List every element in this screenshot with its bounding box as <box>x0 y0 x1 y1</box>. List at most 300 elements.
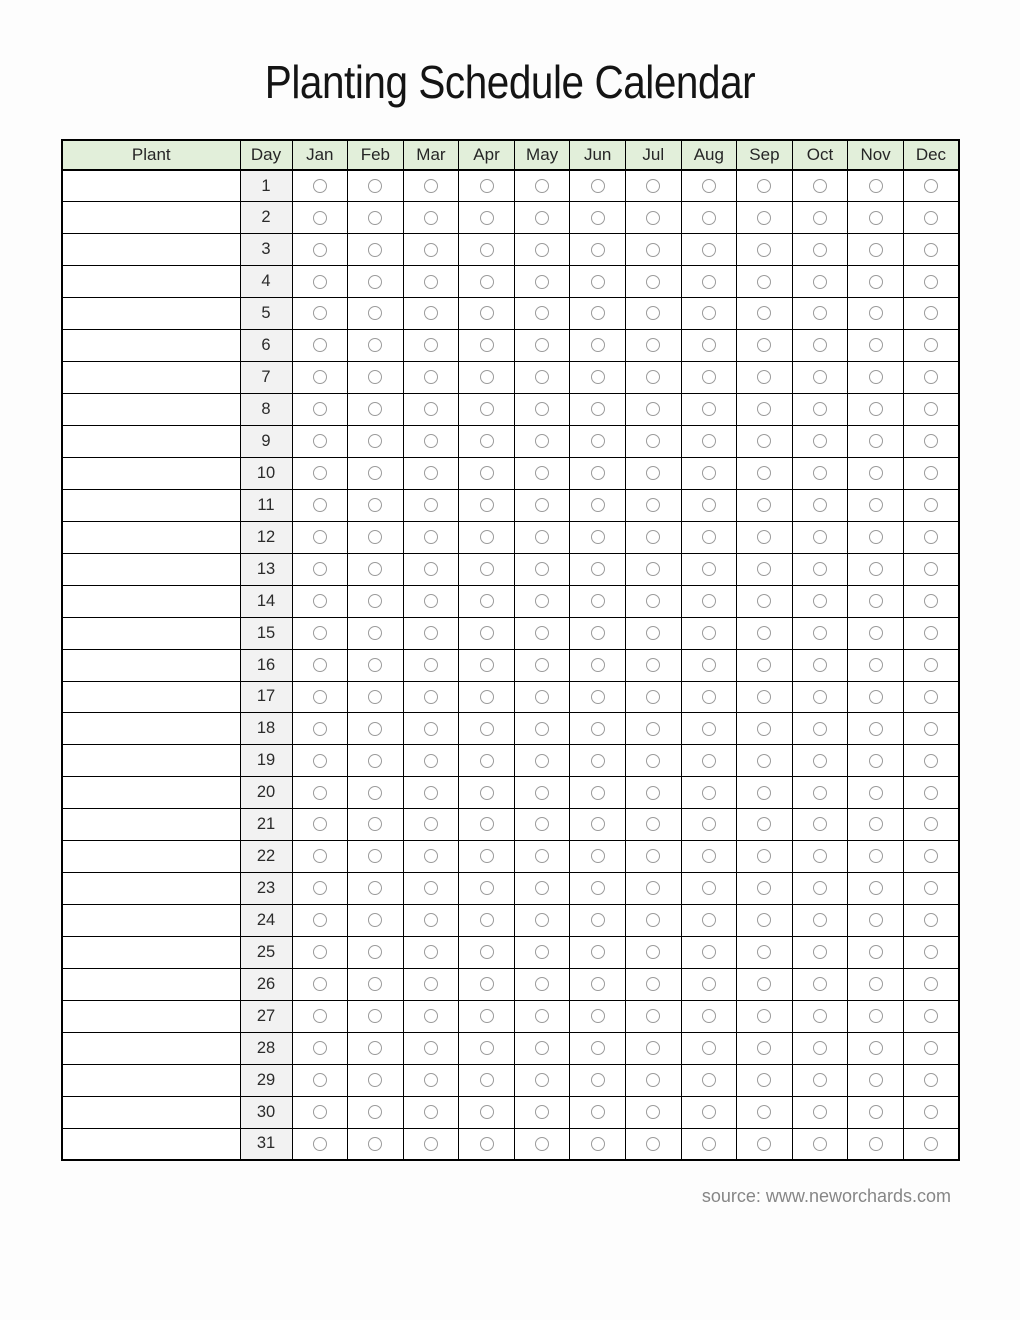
circle-aug-9[interactable] <box>702 434 716 448</box>
circle-jul-24[interactable] <box>646 913 660 927</box>
circle-dec-15[interactable] <box>924 626 938 640</box>
circle-jun-9[interactable] <box>591 434 605 448</box>
circle-jan-13[interactable] <box>313 562 327 576</box>
circle-feb-26[interactable] <box>368 977 382 991</box>
circle-jul-13[interactable] <box>646 562 660 576</box>
circle-may-26[interactable] <box>535 977 549 991</box>
circle-sep-6[interactable] <box>757 338 771 352</box>
circle-dec-20[interactable] <box>924 786 938 800</box>
circle-apr-5[interactable] <box>480 306 494 320</box>
circle-nov-11[interactable] <box>869 498 883 512</box>
circle-mar-13[interactable] <box>424 562 438 576</box>
plant-name-cell-19[interactable] <box>62 745 240 777</box>
circle-jan-18[interactable] <box>313 722 327 736</box>
circle-jan-4[interactable] <box>313 275 327 289</box>
circle-apr-11[interactable] <box>480 498 494 512</box>
circle-feb-23[interactable] <box>368 881 382 895</box>
circle-nov-13[interactable] <box>869 562 883 576</box>
circle-sep-15[interactable] <box>757 626 771 640</box>
circle-oct-28[interactable] <box>813 1041 827 1055</box>
plant-name-cell-12[interactable] <box>62 521 240 553</box>
circle-nov-26[interactable] <box>869 977 883 991</box>
circle-feb-6[interactable] <box>368 338 382 352</box>
circle-oct-17[interactable] <box>813 690 827 704</box>
circle-apr-28[interactable] <box>480 1041 494 1055</box>
circle-apr-22[interactable] <box>480 849 494 863</box>
circle-sep-11[interactable] <box>757 498 771 512</box>
plant-name-cell-24[interactable] <box>62 905 240 937</box>
circle-nov-9[interactable] <box>869 434 883 448</box>
circle-nov-15[interactable] <box>869 626 883 640</box>
circle-sep-31[interactable] <box>757 1137 771 1151</box>
circle-jan-22[interactable] <box>313 849 327 863</box>
circle-may-3[interactable] <box>535 243 549 257</box>
circle-may-15[interactable] <box>535 626 549 640</box>
circle-apr-4[interactable] <box>480 275 494 289</box>
circle-dec-6[interactable] <box>924 338 938 352</box>
circle-dec-21[interactable] <box>924 817 938 831</box>
circle-feb-7[interactable] <box>368 370 382 384</box>
circle-mar-17[interactable] <box>424 690 438 704</box>
circle-feb-4[interactable] <box>368 275 382 289</box>
circle-sep-9[interactable] <box>757 434 771 448</box>
plant-name-cell-8[interactable] <box>62 394 240 426</box>
circle-sep-14[interactable] <box>757 594 771 608</box>
circle-mar-15[interactable] <box>424 626 438 640</box>
circle-aug-3[interactable] <box>702 243 716 257</box>
circle-may-30[interactable] <box>535 1105 549 1119</box>
circle-sep-12[interactable] <box>757 530 771 544</box>
circle-feb-15[interactable] <box>368 626 382 640</box>
circle-nov-7[interactable] <box>869 370 883 384</box>
circle-dec-22[interactable] <box>924 849 938 863</box>
circle-aug-17[interactable] <box>702 690 716 704</box>
circle-mar-30[interactable] <box>424 1105 438 1119</box>
circle-jan-26[interactable] <box>313 977 327 991</box>
circle-sep-21[interactable] <box>757 817 771 831</box>
circle-sep-19[interactable] <box>757 754 771 768</box>
circle-dec-18[interactable] <box>924 722 938 736</box>
circle-may-31[interactable] <box>535 1137 549 1151</box>
plant-name-cell-25[interactable] <box>62 937 240 969</box>
circle-sep-3[interactable] <box>757 243 771 257</box>
circle-nov-14[interactable] <box>869 594 883 608</box>
circle-oct-1[interactable] <box>813 179 827 193</box>
circle-nov-4[interactable] <box>869 275 883 289</box>
circle-apr-2[interactable] <box>480 211 494 225</box>
circle-dec-16[interactable] <box>924 658 938 672</box>
circle-mar-14[interactable] <box>424 594 438 608</box>
circle-jan-29[interactable] <box>313 1073 327 1087</box>
circle-apr-13[interactable] <box>480 562 494 576</box>
circle-oct-29[interactable] <box>813 1073 827 1087</box>
circle-oct-10[interactable] <box>813 466 827 480</box>
circle-may-18[interactable] <box>535 722 549 736</box>
circle-mar-7[interactable] <box>424 370 438 384</box>
circle-may-5[interactable] <box>535 306 549 320</box>
circle-dec-19[interactable] <box>924 754 938 768</box>
circle-apr-23[interactable] <box>480 881 494 895</box>
circle-oct-18[interactable] <box>813 722 827 736</box>
circle-jun-26[interactable] <box>591 977 605 991</box>
plant-name-cell-9[interactable] <box>62 426 240 458</box>
circle-feb-13[interactable] <box>368 562 382 576</box>
circle-jul-6[interactable] <box>646 338 660 352</box>
circle-oct-25[interactable] <box>813 945 827 959</box>
circle-jul-11[interactable] <box>646 498 660 512</box>
plant-name-cell-23[interactable] <box>62 873 240 905</box>
circle-mar-11[interactable] <box>424 498 438 512</box>
circle-oct-11[interactable] <box>813 498 827 512</box>
circle-sep-25[interactable] <box>757 945 771 959</box>
circle-jan-31[interactable] <box>313 1137 327 1151</box>
circle-apr-30[interactable] <box>480 1105 494 1119</box>
circle-sep-2[interactable] <box>757 211 771 225</box>
circle-oct-6[interactable] <box>813 338 827 352</box>
circle-aug-28[interactable] <box>702 1041 716 1055</box>
circle-aug-25[interactable] <box>702 945 716 959</box>
circle-mar-10[interactable] <box>424 466 438 480</box>
circle-nov-24[interactable] <box>869 913 883 927</box>
circle-nov-20[interactable] <box>869 786 883 800</box>
circle-nov-8[interactable] <box>869 402 883 416</box>
circle-aug-14[interactable] <box>702 594 716 608</box>
circle-feb-3[interactable] <box>368 243 382 257</box>
circle-sep-28[interactable] <box>757 1041 771 1055</box>
circle-nov-31[interactable] <box>869 1137 883 1151</box>
circle-jul-21[interactable] <box>646 817 660 831</box>
circle-may-9[interactable] <box>535 434 549 448</box>
plant-name-cell-22[interactable] <box>62 841 240 873</box>
circle-jul-14[interactable] <box>646 594 660 608</box>
circle-apr-6[interactable] <box>480 338 494 352</box>
circle-aug-21[interactable] <box>702 817 716 831</box>
circle-may-16[interactable] <box>535 658 549 672</box>
circle-sep-10[interactable] <box>757 466 771 480</box>
circle-oct-30[interactable] <box>813 1105 827 1119</box>
circle-mar-27[interactable] <box>424 1009 438 1023</box>
plant-name-cell-26[interactable] <box>62 968 240 1000</box>
circle-jan-11[interactable] <box>313 498 327 512</box>
circle-jan-24[interactable] <box>313 913 327 927</box>
circle-apr-3[interactable] <box>480 243 494 257</box>
circle-aug-27[interactable] <box>702 1009 716 1023</box>
circle-jun-8[interactable] <box>591 402 605 416</box>
circle-may-2[interactable] <box>535 211 549 225</box>
circle-may-29[interactable] <box>535 1073 549 1087</box>
circle-jul-18[interactable] <box>646 722 660 736</box>
circle-jun-25[interactable] <box>591 945 605 959</box>
circle-apr-17[interactable] <box>480 690 494 704</box>
circle-aug-30[interactable] <box>702 1105 716 1119</box>
circle-jul-27[interactable] <box>646 1009 660 1023</box>
circle-jun-3[interactable] <box>591 243 605 257</box>
circle-mar-21[interactable] <box>424 817 438 831</box>
circle-jun-24[interactable] <box>591 913 605 927</box>
circle-nov-1[interactable] <box>869 179 883 193</box>
circle-nov-22[interactable] <box>869 849 883 863</box>
circle-jun-1[interactable] <box>591 179 605 193</box>
circle-sep-18[interactable] <box>757 722 771 736</box>
circle-nov-27[interactable] <box>869 1009 883 1023</box>
circle-feb-21[interactable] <box>368 817 382 831</box>
circle-jun-2[interactable] <box>591 211 605 225</box>
circle-may-13[interactable] <box>535 562 549 576</box>
circle-aug-16[interactable] <box>702 658 716 672</box>
plant-name-cell-18[interactable] <box>62 713 240 745</box>
circle-apr-14[interactable] <box>480 594 494 608</box>
circle-nov-19[interactable] <box>869 754 883 768</box>
circle-jul-19[interactable] <box>646 754 660 768</box>
circle-feb-19[interactable] <box>368 754 382 768</box>
plant-name-cell-27[interactable] <box>62 1000 240 1032</box>
circle-aug-26[interactable] <box>702 977 716 991</box>
circle-jan-9[interactable] <box>313 434 327 448</box>
circle-sep-27[interactable] <box>757 1009 771 1023</box>
circle-feb-18[interactable] <box>368 722 382 736</box>
circle-dec-4[interactable] <box>924 275 938 289</box>
circle-jan-7[interactable] <box>313 370 327 384</box>
circle-aug-18[interactable] <box>702 722 716 736</box>
circle-oct-23[interactable] <box>813 881 827 895</box>
circle-jun-7[interactable] <box>591 370 605 384</box>
circle-sep-26[interactable] <box>757 977 771 991</box>
circle-nov-18[interactable] <box>869 722 883 736</box>
circle-apr-9[interactable] <box>480 434 494 448</box>
circle-dec-23[interactable] <box>924 881 938 895</box>
circle-apr-10[interactable] <box>480 466 494 480</box>
circle-feb-20[interactable] <box>368 786 382 800</box>
circle-may-7[interactable] <box>535 370 549 384</box>
circle-nov-2[interactable] <box>869 211 883 225</box>
circle-jul-22[interactable] <box>646 849 660 863</box>
circle-sep-4[interactable] <box>757 275 771 289</box>
circle-feb-9[interactable] <box>368 434 382 448</box>
circle-may-11[interactable] <box>535 498 549 512</box>
circle-feb-25[interactable] <box>368 945 382 959</box>
circle-may-17[interactable] <box>535 690 549 704</box>
plant-name-cell-16[interactable] <box>62 649 240 681</box>
circle-jun-17[interactable] <box>591 690 605 704</box>
circle-feb-10[interactable] <box>368 466 382 480</box>
circle-feb-30[interactable] <box>368 1105 382 1119</box>
plant-name-cell-15[interactable] <box>62 617 240 649</box>
circle-jun-21[interactable] <box>591 817 605 831</box>
circle-apr-27[interactable] <box>480 1009 494 1023</box>
circle-jan-15[interactable] <box>313 626 327 640</box>
circle-sep-7[interactable] <box>757 370 771 384</box>
circle-dec-12[interactable] <box>924 530 938 544</box>
circle-oct-13[interactable] <box>813 562 827 576</box>
circle-jul-28[interactable] <box>646 1041 660 1055</box>
circle-oct-20[interactable] <box>813 786 827 800</box>
circle-jan-17[interactable] <box>313 690 327 704</box>
circle-dec-26[interactable] <box>924 977 938 991</box>
circle-jul-31[interactable] <box>646 1137 660 1151</box>
circle-jul-8[interactable] <box>646 402 660 416</box>
circle-jun-23[interactable] <box>591 881 605 895</box>
circle-jan-8[interactable] <box>313 402 327 416</box>
circle-may-27[interactable] <box>535 1009 549 1023</box>
circle-apr-20[interactable] <box>480 786 494 800</box>
circle-dec-2[interactable] <box>924 211 938 225</box>
circle-oct-22[interactable] <box>813 849 827 863</box>
plant-name-cell-17[interactable] <box>62 681 240 713</box>
plant-name-cell-4[interactable] <box>62 266 240 298</box>
circle-feb-11[interactable] <box>368 498 382 512</box>
circle-jun-16[interactable] <box>591 658 605 672</box>
circle-feb-16[interactable] <box>368 658 382 672</box>
circle-jul-9[interactable] <box>646 434 660 448</box>
circle-jul-3[interactable] <box>646 243 660 257</box>
plant-name-cell-6[interactable] <box>62 330 240 362</box>
circle-nov-25[interactable] <box>869 945 883 959</box>
circle-oct-7[interactable] <box>813 370 827 384</box>
circle-mar-6[interactable] <box>424 338 438 352</box>
circle-aug-29[interactable] <box>702 1073 716 1087</box>
circle-aug-6[interactable] <box>702 338 716 352</box>
circle-dec-24[interactable] <box>924 913 938 927</box>
circle-feb-1[interactable] <box>368 179 382 193</box>
circle-dec-8[interactable] <box>924 402 938 416</box>
circle-feb-31[interactable] <box>368 1137 382 1151</box>
circle-mar-12[interactable] <box>424 530 438 544</box>
circle-sep-20[interactable] <box>757 786 771 800</box>
circle-may-19[interactable] <box>535 754 549 768</box>
circle-jan-23[interactable] <box>313 881 327 895</box>
circle-may-10[interactable] <box>535 466 549 480</box>
circle-jun-14[interactable] <box>591 594 605 608</box>
circle-sep-8[interactable] <box>757 402 771 416</box>
circle-dec-3[interactable] <box>924 243 938 257</box>
circle-jun-29[interactable] <box>591 1073 605 1087</box>
circle-apr-25[interactable] <box>480 945 494 959</box>
circle-oct-19[interactable] <box>813 754 827 768</box>
circle-dec-28[interactable] <box>924 1041 938 1055</box>
circle-dec-30[interactable] <box>924 1105 938 1119</box>
circle-oct-2[interactable] <box>813 211 827 225</box>
circle-jan-12[interactable] <box>313 530 327 544</box>
circle-feb-28[interactable] <box>368 1041 382 1055</box>
circle-mar-5[interactable] <box>424 306 438 320</box>
circle-oct-3[interactable] <box>813 243 827 257</box>
circle-jul-7[interactable] <box>646 370 660 384</box>
circle-dec-9[interactable] <box>924 434 938 448</box>
circle-dec-13[interactable] <box>924 562 938 576</box>
circle-jun-27[interactable] <box>591 1009 605 1023</box>
circle-may-6[interactable] <box>535 338 549 352</box>
circle-sep-17[interactable] <box>757 690 771 704</box>
circle-dec-25[interactable] <box>924 945 938 959</box>
circle-jan-6[interactable] <box>313 338 327 352</box>
circle-jul-30[interactable] <box>646 1105 660 1119</box>
circle-jun-19[interactable] <box>591 754 605 768</box>
circle-feb-22[interactable] <box>368 849 382 863</box>
circle-aug-8[interactable] <box>702 402 716 416</box>
circle-jul-16[interactable] <box>646 658 660 672</box>
circle-aug-12[interactable] <box>702 530 716 544</box>
circle-may-12[interactable] <box>535 530 549 544</box>
circle-apr-18[interactable] <box>480 722 494 736</box>
circle-jul-5[interactable] <box>646 306 660 320</box>
circle-mar-25[interactable] <box>424 945 438 959</box>
circle-jun-28[interactable] <box>591 1041 605 1055</box>
circle-dec-29[interactable] <box>924 1073 938 1087</box>
plant-name-cell-7[interactable] <box>62 362 240 394</box>
circle-may-23[interactable] <box>535 881 549 895</box>
circle-mar-8[interactable] <box>424 402 438 416</box>
circle-jul-4[interactable] <box>646 275 660 289</box>
circle-feb-24[interactable] <box>368 913 382 927</box>
circle-sep-5[interactable] <box>757 306 771 320</box>
circle-dec-11[interactable] <box>924 498 938 512</box>
circle-aug-2[interactable] <box>702 211 716 225</box>
plant-name-cell-21[interactable] <box>62 809 240 841</box>
circle-aug-15[interactable] <box>702 626 716 640</box>
circle-jan-21[interactable] <box>313 817 327 831</box>
circle-dec-1[interactable] <box>924 179 938 193</box>
circle-jun-4[interactable] <box>591 275 605 289</box>
circle-sep-13[interactable] <box>757 562 771 576</box>
circle-aug-19[interactable] <box>702 754 716 768</box>
circle-mar-22[interactable] <box>424 849 438 863</box>
circle-mar-2[interactable] <box>424 211 438 225</box>
circle-feb-27[interactable] <box>368 1009 382 1023</box>
circle-oct-14[interactable] <box>813 594 827 608</box>
circle-feb-8[interactable] <box>368 402 382 416</box>
circle-nov-21[interactable] <box>869 817 883 831</box>
circle-sep-23[interactable] <box>757 881 771 895</box>
circle-aug-4[interactable] <box>702 275 716 289</box>
circle-dec-5[interactable] <box>924 306 938 320</box>
circle-mar-16[interactable] <box>424 658 438 672</box>
circle-jan-20[interactable] <box>313 786 327 800</box>
circle-feb-2[interactable] <box>368 211 382 225</box>
circle-oct-31[interactable] <box>813 1137 827 1151</box>
circle-oct-27[interactable] <box>813 1009 827 1023</box>
circle-feb-5[interactable] <box>368 306 382 320</box>
plant-name-cell-30[interactable] <box>62 1096 240 1128</box>
circle-jan-14[interactable] <box>313 594 327 608</box>
plant-name-cell-29[interactable] <box>62 1064 240 1096</box>
circle-feb-29[interactable] <box>368 1073 382 1087</box>
plant-name-cell-14[interactable] <box>62 585 240 617</box>
circle-jan-27[interactable] <box>313 1009 327 1023</box>
circle-dec-27[interactable] <box>924 1009 938 1023</box>
circle-mar-19[interactable] <box>424 754 438 768</box>
circle-oct-5[interactable] <box>813 306 827 320</box>
circle-apr-7[interactable] <box>480 370 494 384</box>
circle-aug-7[interactable] <box>702 370 716 384</box>
circle-nov-29[interactable] <box>869 1073 883 1087</box>
circle-oct-16[interactable] <box>813 658 827 672</box>
circle-jun-18[interactable] <box>591 722 605 736</box>
circle-aug-24[interactable] <box>702 913 716 927</box>
circle-jun-6[interactable] <box>591 338 605 352</box>
circle-jan-5[interactable] <box>313 306 327 320</box>
circle-jul-10[interactable] <box>646 466 660 480</box>
circle-jun-20[interactable] <box>591 786 605 800</box>
circle-aug-1[interactable] <box>702 179 716 193</box>
circle-aug-10[interactable] <box>702 466 716 480</box>
circle-nov-10[interactable] <box>869 466 883 480</box>
circle-jun-5[interactable] <box>591 306 605 320</box>
circle-apr-8[interactable] <box>480 402 494 416</box>
circle-sep-24[interactable] <box>757 913 771 927</box>
circle-jul-12[interactable] <box>646 530 660 544</box>
circle-jul-1[interactable] <box>646 179 660 193</box>
circle-jun-10[interactable] <box>591 466 605 480</box>
